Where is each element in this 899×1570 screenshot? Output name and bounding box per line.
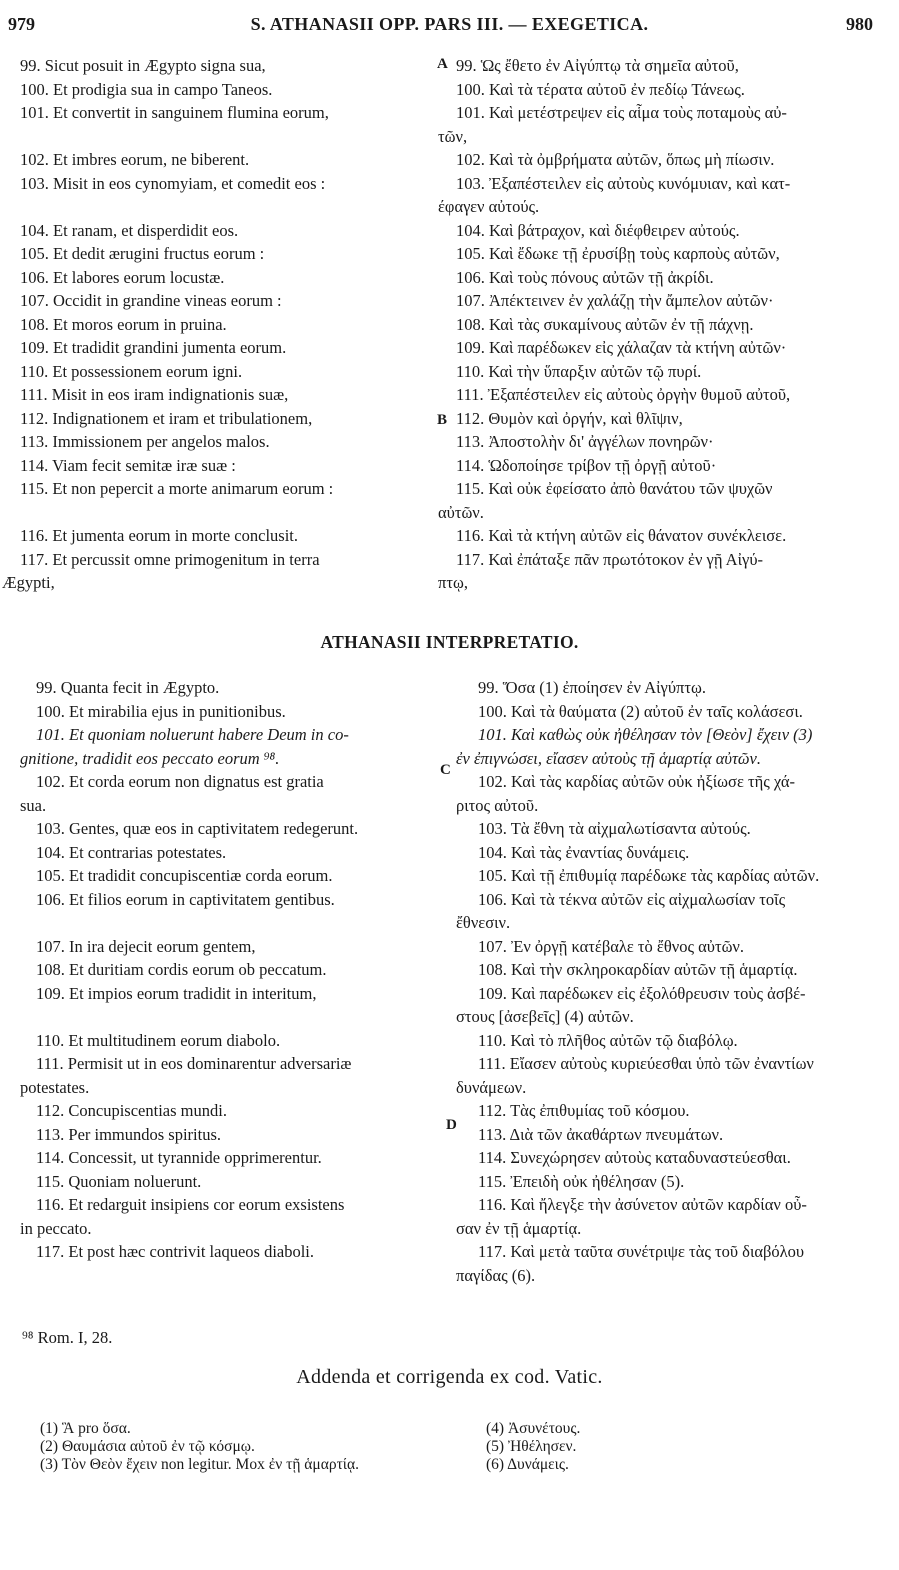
verse-line: 115. Et non pepercit a morte animarum eorum : (20, 479, 334, 498)
verse-line: 115. Καὶ οὐκ ἐφείσατο ἀπὸ θανάτου τῶν ψυχῶν (456, 479, 773, 498)
verse-line: 100. Et mirabilia ejus in punitionibus. (36, 701, 286, 721)
verse-line: δυνάμεων. (456, 1077, 527, 1097)
verse-line: 100. Et prodigia sua in campo Taneos. (20, 79, 273, 99)
verse-line: 116. Et jumenta eorum in morte conclusit. (20, 526, 298, 545)
verse-line: 103. Gentes, quæ eos in captivitatem redegerunt. (36, 819, 359, 838)
verse-line: 100. Καὶ τὰ τέρατα αὐτοῦ ἐν πεδίῳ Τάνεως. (456, 79, 745, 99)
verse-line: 101. Καὶ καθὼς οὐκ ἠθέλησαν τὸν [Θεὸν] ἔχειν (3) (478, 725, 813, 744)
running-header (0, 14, 899, 38)
latin-column (2, 54, 438, 595)
verse-line: 105. Καὶ τῇ ἐπιθυμίᾳ παρέδωκε τὰς καρδίας αὐτῶν. (478, 866, 820, 885)
verse-line: 105. Et tradidit concupiscentiæ corda eorum. (36, 866, 333, 885)
greek-column (438, 54, 886, 595)
verse-line: 106. Et filios eorum in captivitatem gentibus. (36, 889, 335, 909)
addenda-item: (1) Ἃ pro ὅσα. (40, 1420, 131, 1437)
addenda-left-column (40, 1420, 359, 1474)
addenda-right-column (486, 1420, 580, 1474)
verse-line: 109. Et tradidit grandini jumenta eorum. (20, 338, 287, 357)
addenda-item: (6) Δυνάμεις. (486, 1456, 569, 1473)
verse-line: ἐν ἐπιγνώσει, εἴασεν αὐτοὺς τῇ ἁμαρτίᾳ αὐτῶν. (456, 748, 761, 768)
verse-line: 102. Καὶ τὰ ὀμβρήματα αὐτῶν, ὅπως μὴ πίωσιν. (456, 150, 775, 169)
verse-line: in peccato. (20, 1218, 92, 1238)
verse-line: έφαγεν αὐτούς. (438, 197, 540, 216)
verse-line: 117. Et post hæc contrivit laqueos diaboli. (36, 1242, 315, 1261)
verse-line: ριτος αὐτοῦ. (456, 795, 539, 815)
verse-line: 112. Θυμὸν καὶ ὀργήν, καὶ θλῖψιν, (456, 408, 683, 428)
verse-line: 101. Et convertit in sanguinem flumina eorum, (20, 103, 329, 122)
verse-line: 107. Ἐν ὀργῇ κατέβαλε τὸ ἔθνος αὐτῶν. (478, 936, 745, 956)
verse-line: gnitione, tradidit eos peccato eorum ⁹⁸. (20, 748, 280, 768)
verse-line: πτῳ, (438, 573, 468, 592)
verse-line: 108. Et moros eorum in pruina. (20, 314, 227, 334)
margin-mark-d: D (446, 1117, 457, 1133)
verse-line: 110. Καὶ τὴν ὕπαρξιν αὐτῶν τῷ πυρί. (456, 361, 702, 381)
margin-mark-a: A (437, 56, 448, 72)
verse-line: 116. Καὶ ἤλεγξε τὴν ἀσύνετον αὐτῶν καρδίαν οὖ- (478, 1195, 807, 1214)
verse-line: 103. Τὰ ἔθνη τὰ αἰχμαλωτίσαντα αὐτούς. (478, 819, 751, 838)
verse-line: 100. Καὶ τὰ θαύματα (2) αὐτοῦ ἐν ταῖς κολάσεσι. (478, 701, 803, 721)
verse-line: 108. Et duritiam cordis eorum ob peccatum. (36, 960, 327, 979)
verse-line: 115. Ἐπειδὴ οὐκ ἠθέλησαν (5). (478, 1171, 685, 1191)
verse-line: sua. (20, 795, 47, 815)
verse-line: 103. Ἐξαπέστειλεν εἰς αὐτοὺς κυνόμυιαν, καὶ κατ- (456, 173, 791, 193)
verse-line: 102. Et corda eorum non dignatus est gratia (36, 772, 324, 791)
verse-line: 116. Καὶ τὰ κτήνη αὐτῶν εἰς θάνατον συνέκλεισε. (456, 526, 787, 545)
verse-line: 114. Ὡδοποίησε τρίβον τῇ ὀργῇ αὐτοῦ· (456, 455, 717, 475)
verse-line: ἔθνεσιν. (456, 913, 511, 932)
footnote: ⁹⁸ Rom. I, 28. (22, 1328, 113, 1347)
verse-line: 106. Et labores eorum locustæ. (20, 267, 225, 287)
verse-line: 107. Ἀπέκτεινεν ἐν χαλάζῃ τὴν ἄμπελον αὐτῶν· (456, 291, 774, 310)
page-number-right: 980 (846, 14, 873, 34)
addenda-item: (2) Θαυμάσια αὐτοῦ ἐν τῷ κόσμῳ. (40, 1438, 255, 1455)
addenda-item: (4) Ἀσυνέτους. (486, 1420, 581, 1437)
addenda-item: (5) Ἠθέλησεν. (486, 1438, 577, 1455)
margin-mark-b: B (437, 412, 448, 428)
verse-line: αὐτῶν. (438, 502, 484, 522)
running-title: S. ATHANASII OPP. PARS III. — EXEGETICA. (250, 14, 649, 34)
verse-line: 99. Ὡς ἔθετο ἐν Αἰγύπτῳ τὰ σημεῖα αὐτοῦ, (456, 56, 739, 75)
verse-line: 106. Καὶ τὰ τέκνα αὐτῶν εἰς αἰχμαλωσίαν τοῖς (478, 889, 786, 909)
verse-line: 114. Συνεχώρησεν αὐτοὺς καταδυναστεύεσθαι. (478, 1148, 791, 1167)
verse-line: 108. Καὶ τὴν σκληροκαρδίαν αὐτῶν τῇ ἁμαρτίᾳ. (478, 960, 798, 979)
verse-line: 99. Ὅσα (1) ἐποίησεν ἐν Αἰγύπτῳ. (478, 678, 706, 697)
verse-line: τῶν, (438, 126, 468, 146)
verse-line: 109. Καὶ παρέδωκεν εἰς χάλαζαν τὰ κτήνη αὐτῶν· (456, 338, 787, 357)
verse-line: στους [ἀσεβεῖς] (4) αὐτῶν. (456, 1007, 634, 1026)
verse-line: Ægypti, (2, 573, 55, 592)
addenda-title: Addenda et corrigenda ex cod. Vatic. (296, 1366, 603, 1388)
verse-line: 101. Καὶ μετέστρεψεν εἰς αἷμα τοὺς ποταμοὺς αὐ- (456, 103, 787, 122)
verse-line: 104. Et contrarias potestates. (36, 842, 227, 862)
page-number-left: 979 (8, 14, 35, 34)
verse-line: 109. Καὶ παρέδωκεν εἰς ἐξολόθρευσιν τοὺς ἀσβέ- (478, 983, 806, 1003)
verse-line: 113. Ἀποστολὴν δι' ἀγγέλων πονηρῶν· (456, 432, 714, 451)
verse-line: 104. Καὶ τὰς ἐναντίας δυνάμεις. (478, 842, 690, 862)
verse-line: 101. Et quoniam noluerunt habere Deum in co- (36, 725, 349, 744)
verse-line: 111. Εἴασεν αὐτοὺς κυριεύεσθαι ὑπὸ τῶν ἐναντίων (478, 1054, 814, 1073)
verse-line: 109. Et impios eorum tradidit in interitum, (36, 983, 317, 1003)
addenda-item: (3) Τὸν Θεὸν ἔχειν non legitur. Mox ἐν τῇ ἁμαρτίᾳ. (40, 1456, 359, 1473)
verse-line: 113. Per immundos spiritus. (36, 1124, 222, 1144)
verse-line: 110. Et multitudinem eorum diabolo. (36, 1030, 281, 1050)
margin-mark-c: C (440, 762, 451, 778)
verse-line: 117. Καὶ ἐπάταξε πᾶν πρωτότοκον ἐν γῇ Αἰγύ- (456, 549, 763, 569)
verse-line: 104. Καὶ βάτραχον, καὶ διέφθειρεν αὐτούς. (456, 220, 740, 240)
verse-line: 107. In ira dejecit eorum gentem, (36, 936, 256, 956)
verse-line: 116. Et redarguit insipiens cor eorum exsistens (36, 1195, 345, 1214)
verse-line: 112. Indignationem et iram et tribulationem, (20, 408, 313, 428)
greek-interpretation-column (456, 676, 886, 1287)
verse-line: παγίδας (6). (456, 1265, 536, 1285)
verse-line: 108. Καὶ τὰς συκαμίνους αὐτῶν ἐν τῇ πάχνῃ. (456, 314, 754, 334)
verse-line: 103. Misit in eos cynomyiam, et comedit eos : (20, 173, 326, 193)
verse-line: 112. Τὰς ἐπιθυμίας τοῦ κόσμου. (478, 1101, 690, 1120)
verse-line: 110. Et possessionem eorum igni. (20, 361, 243, 381)
verse-line: potestates. (20, 1077, 90, 1097)
verse-line: 102. Καὶ τὰς καρδίας αὐτῶν οὐκ ἠξίωσε τῆς χά- (478, 772, 796, 791)
verse-line: 114. Concessit, ut tyrannide opprimerentur. (36, 1148, 322, 1167)
verse-line: 111. Permisit ut in eos dominarentur adversariæ (36, 1054, 352, 1073)
verse-line: 99. Quanta fecit in Ægypto. (36, 678, 220, 697)
verse-line: σαν ἐν τῇ ἁμαρτίᾳ. (456, 1218, 582, 1238)
verse-line: 105. Et dedit ærugini fructus eorum : (20, 244, 265, 263)
verse-line: 113. Διὰ τῶν ἀκαθάρτων πνευμάτων. (478, 1124, 724, 1144)
verse-line: 117. Et percussit omne primogenitum in terra (20, 549, 320, 569)
verse-line: 110. Καὶ τὸ πλῆθος αὐτῶν τῷ διαβόλῳ. (478, 1030, 738, 1050)
verse-line: 99. Sicut posuit in Ægypto signa sua, (20, 56, 266, 75)
verse-line: 104. Et ranam, et disperdidit eos. (20, 220, 239, 240)
verse-line: 111. Misit in eos iram indignationis suæ, (20, 385, 289, 404)
verse-line: 115. Quoniam noluerunt. (36, 1171, 202, 1191)
verse-line: 113. Immissionem per angelos malos. (20, 432, 270, 451)
verse-line: 105. Καὶ ἔδωκε τῇ ἐρυσίβῃ τοὺς καρποὺς αὐτῶν, (456, 244, 780, 263)
verse-line: 107. Occidit in grandine vineas eorum : (20, 291, 282, 310)
verse-line: 114. Viam fecit semitæ iræ suæ : (20, 455, 236, 475)
verse-line: 117. Καὶ μετὰ ταῦτα συνέτριψε τὰς τοῦ διαβόλου (478, 1242, 805, 1261)
verse-line: 111. Ἐξαπέστειλεν εἰς αὐτοὺς ὀργὴν θυμοῦ αὐτοῦ, (456, 385, 791, 404)
verse-line: 112. Concupiscentias mundi. (36, 1101, 227, 1120)
verse-line: 102. Et imbres eorum, ne biberent. (20, 150, 250, 169)
section-title: ATHANASII INTERPRETATIO. (320, 632, 579, 652)
latin-interpretation-column (20, 676, 438, 1264)
verse-line: 106. Καὶ τοὺς πόνους αὐτῶν τῇ ἀκρίδι. (456, 267, 714, 287)
